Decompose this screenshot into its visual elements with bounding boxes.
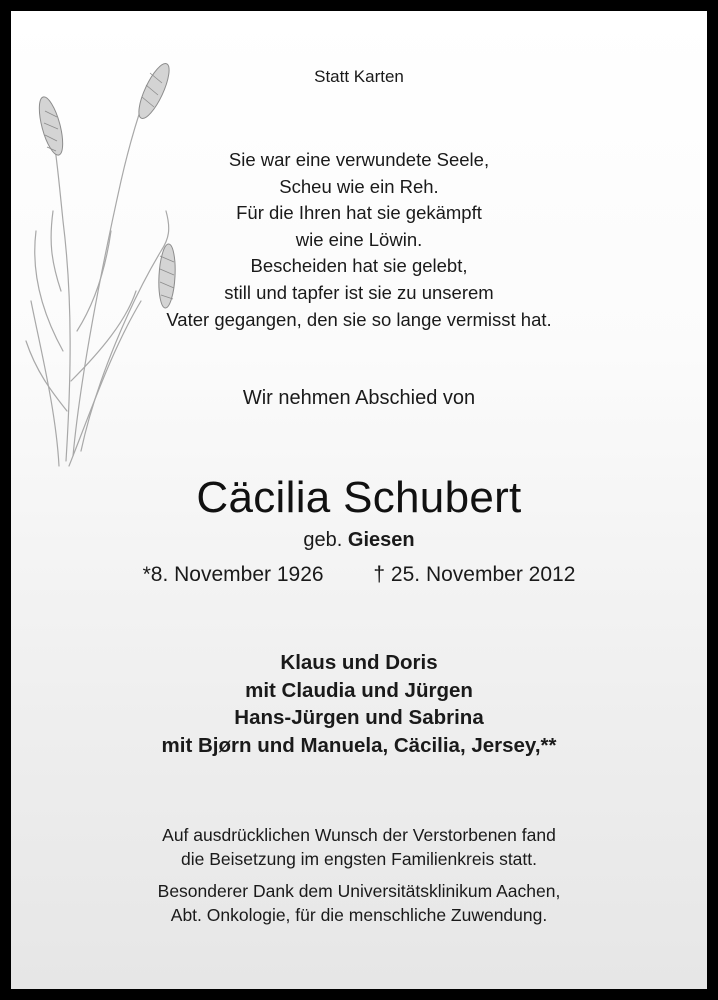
birth-name-value: Giesen <box>347 529 415 551</box>
intro-text: Statt Karten <box>314 67 404 86</box>
birth-name <box>11 529 707 552</box>
life-dates <box>11 563 707 587</box>
poem-line: Vater gegangen, den sie so lange vermisst hat. <box>166 308 552 330</box>
death-date: † 25. November 2012 <box>373 563 576 586</box>
family-line: mit Claudia und Jürgen <box>245 678 473 702</box>
poem-line: Für die Ihren hat sie gekämpft <box>236 202 482 224</box>
poem-line: still und tapfer ist sie zu unserem <box>224 281 494 303</box>
family-line: Hans-Jürgen und Sabrina <box>234 706 484 729</box>
poem-line: Scheu wie ein Reh. <box>279 175 439 197</box>
family-list <box>11 649 707 759</box>
poem-line: Bescheiden hat sie gelebt, <box>250 255 468 277</box>
burial-note <box>11 823 707 871</box>
family-line: Klaus und Doris <box>280 651 438 674</box>
thanks-note <box>11 879 707 927</box>
birth-date: *8. November 1926 <box>142 563 324 586</box>
obituary-card <box>11 11 707 989</box>
family-line: mit Bjørn und Manuela, Cäcilia, Jersey,** <box>161 733 557 757</box>
burial-note-line: die Beisetzung im engsten Familienkreis statt. <box>181 849 537 869</box>
birth-name-prefix: geb. <box>303 529 343 551</box>
burial-note-line: Auf ausdrücklichen Wunsch der Verstorbenen fand <box>162 825 556 845</box>
thanks-note-line: Abt. Onkologie, für die menschliche Zuwendung. <box>170 905 548 925</box>
poem <box>11 147 707 333</box>
poem-line: wie eine Löwin. <box>295 228 423 250</box>
deceased-name: Cäcilia Schubert <box>196 473 522 522</box>
poem-line: Sie war eine verwundete Seele, <box>228 149 490 170</box>
thanks-note-line: Besonderer Dank dem Universitätsklinikum Aachen, <box>157 881 561 901</box>
announcement-text: Wir nehmen Abschied von <box>242 387 476 409</box>
